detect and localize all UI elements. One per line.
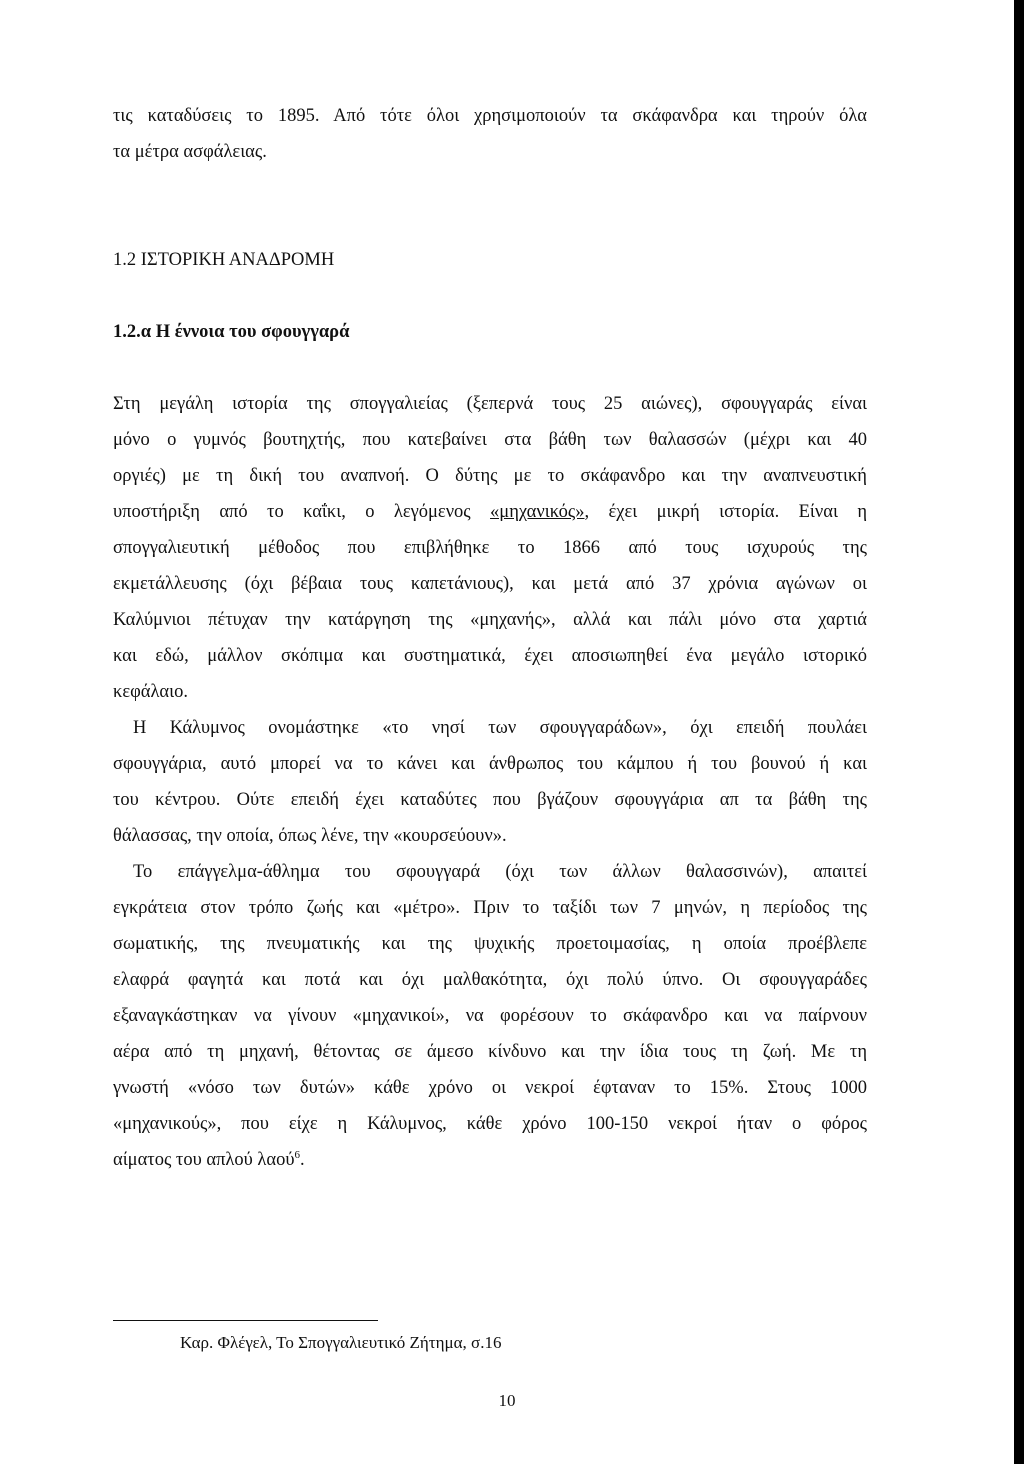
p1-line: οργιές) με τη δική του αναπνοή. Ο δύτης με το σκάφανδρο και την αναπνευστική: [113, 466, 867, 486]
p1-line: μόνο ο γυμνός βουτηχτής, που κατεβαίνει στα βάθη των θαλασσών (μέχρι και 40: [113, 430, 867, 450]
p3-line-9-end: .: [300, 1150, 305, 1170]
footnote: Καρ. Φλέγελ, Το Σπογγαλιευτικό Ζήτημα, σ.16: [180, 1333, 502, 1352]
p3-line: «μηχανικούς», που είχε η Κάλυμνος, κάθε χρόνο 100-150 νεκροί ήταν ο φόρος: [113, 1114, 867, 1134]
p3-line: Το επάγγελμα-άθλημα του σφουγγαρά (όχι των άλλων θαλασσινών), απαιτεί: [133, 862, 867, 882]
p1-line-4: [113, 494, 867, 530]
p1-line: Καλύμνιοι πέτυχαν την κατάργηση της «μηχανής», αλλά και πάλι μόνο στα χαρτιά: [113, 610, 867, 630]
p3-line: εγκράτεια στον τρόπο ζωής και «μέτρο». Πριν το ταξίδι των 7 μηνών, η περίοδος της: [113, 898, 867, 918]
p1-line: εκμετάλλευσης (όχι βέβαια τους καπετάνιους), και μετά από 37 χρόνια αγώνων οι: [113, 574, 867, 594]
p3-line: αέρα από τη μηχανή, θέτοντας σε άμεσο κίνδυνο και την ίδια τους τη ζωή. Με τη: [113, 1042, 867, 1062]
p1-line: Στη μεγάλη ιστορία της σπογγαλιείας (ξεπερνά τους 25 αιώνες), σφουγγαράς είναι: [113, 394, 867, 414]
p1-line-4-end: , έχει μικρή ιστορία. Είναι η: [584, 502, 868, 522]
p3-line: γνωστή «νόσο των δυτών» κάθε χρόνο οι νεκροί έφταναν το 15%. Στους 1000: [113, 1078, 867, 1098]
footnote-separator: [113, 1320, 378, 1321]
footnote-reference: 6: [294, 1148, 300, 1161]
p2-line: του κέντρου. Ούτε επειδή έχει καταδύτες που βγάζουν σφουγγάρια απ τα βάθη της: [113, 790, 867, 810]
p3-line: ελαφρά φαγητά και ποτά και όχι μαλθακότητα, όχι πολύ ύπνο. Οι σφουγγαράδες: [113, 970, 867, 990]
intro-line-1: τις καταδύσεις το 1895. Από τότε όλοι χρησιμοποιούν τα σκάφανδρα και τηρούν όλα: [113, 106, 867, 126]
p2-line: Η Κάλυμνος ονομάστηκε «το νησί των σφουγγαράδων», όχι επειδή πουλάει: [133, 718, 867, 738]
subsection-heading: 1.2.α Η έννοια του σφουγγαρά: [113, 322, 350, 342]
document-body: [113, 98, 867, 1178]
p3-line: σωματικής, της πνευματικής και της ψυχικής προετοιμασίας, η οποία προέβλεπε: [113, 934, 867, 954]
p2-line: θάλασσας, την οποία, όπως λένε, την «κουρσεύουν».: [113, 826, 507, 846]
section-heading: 1.2 ΙΣΤΟΡΙΚΗ ΑΝΑΔΡΟΜΗ: [113, 250, 335, 270]
p2-line: σφουγγάρια, αυτό μπορεί να το κάνει και άνθρωπος του κάμπου ή του βουνού ή και: [113, 754, 867, 774]
underlined-term: «μηχανικός»: [490, 502, 585, 522]
p1-line: σπογγαλιευτική μέθοδος που επιβλήθηκε το 1866 από τους ισχυρούς της: [113, 538, 867, 558]
paragraph-2: [113, 710, 867, 854]
paragraph-1: [113, 386, 867, 710]
p1-line: κεφάλαιο.: [113, 682, 188, 702]
p1-line: και εδώ, μάλλον σκόπιμα και συστηματικά, έχει αποσιωπηθεί ένα μεγάλο ιστορικό: [113, 646, 867, 666]
p3-line: εξαναγκάστηκαν να γίνουν «μηχανικοί», να φορέσουν το σκάφανδρο και να παίρνουν: [113, 1006, 867, 1026]
p1-line-4-start: υποστήριξη από το καΐκι, ο λεγόμενος: [113, 502, 471, 522]
intro-line-2: τα μέτρα ασφάλειας.: [113, 142, 267, 162]
paragraph-3: [113, 854, 867, 1178]
p3-line-9-text: αίματος του απλού λαού: [113, 1150, 295, 1170]
p3-line-9: [113, 1142, 867, 1178]
page-number: 10: [498, 1391, 516, 1410]
